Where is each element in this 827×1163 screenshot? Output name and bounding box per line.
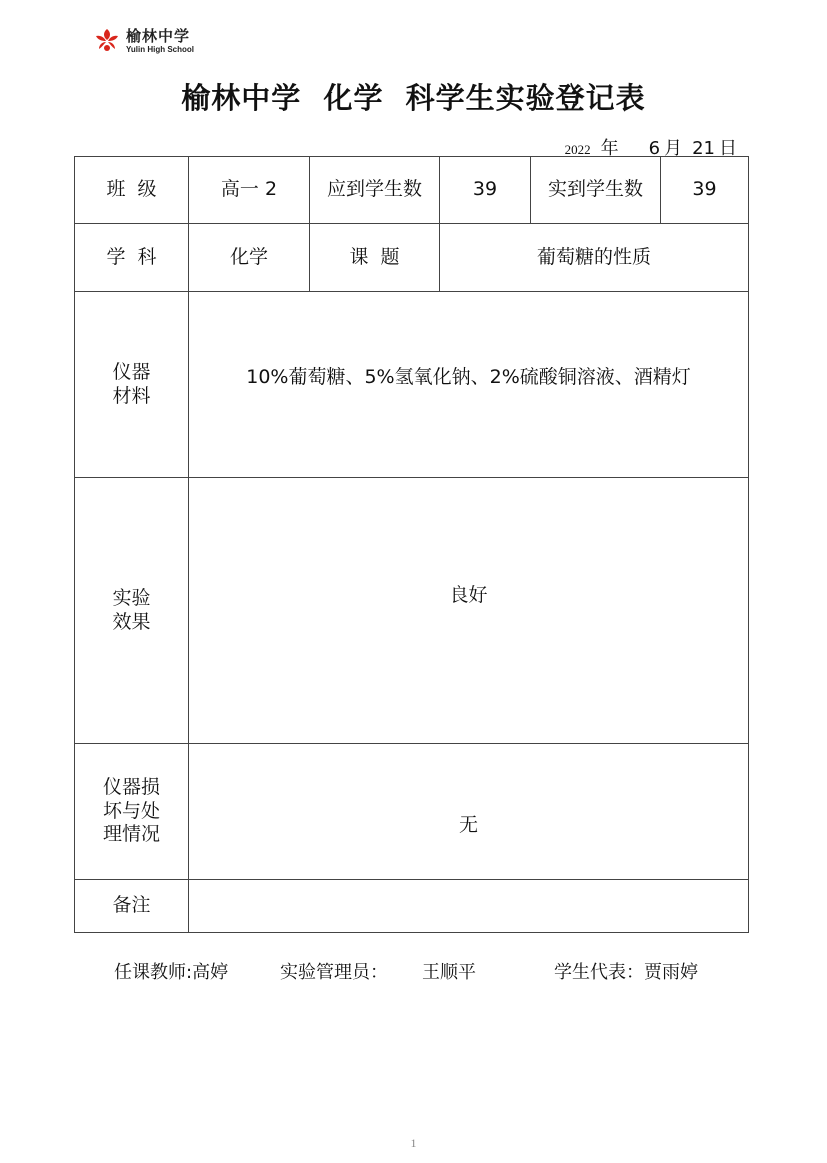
subject-label: 学 科 [75,224,189,292]
damage-label: 仪器损 坏与处 理情况 [75,744,189,880]
table-row [75,157,749,224]
date-month: 6 [648,138,661,159]
lab-admin-label: 实验管理员： [280,962,388,983]
logo-name-cn: 榆林中学 [126,26,191,45]
class-label: 班 级 [75,157,189,224]
table-row [75,744,749,880]
lab-admin-name: 王顺平 [422,962,476,983]
expected-students-value: 39 [440,157,531,224]
remarks-label: 备注 [75,880,189,933]
school-emblem-icon [92,26,122,56]
remarks-value [189,880,749,933]
effect-label: 实验 效果 [75,478,189,744]
page-number: 1 [410,1136,417,1150]
class-value: 高一 2 [189,157,310,224]
expected-students-label: 应到学生数 [310,157,440,224]
student-rep-signature: 学生代表：贾雨婷 [554,962,698,983]
table-row [75,292,749,478]
table-row [75,224,749,292]
topic-value: 葡萄糖的性质 [440,224,749,292]
date-day-unit: 日 [719,138,737,159]
damage-value: 无 [189,744,749,880]
school-logo [92,24,194,58]
teacher-signature: 任课教师:高婷 [114,962,229,983]
registration-table [74,156,749,933]
actual-students-label: 实到学生数 [531,157,661,224]
table-row [75,880,749,933]
materials-value: 10%葡萄糖、5%氢氧化钠、2%硫酸铜溶液、酒精灯 [189,292,749,478]
materials-label: 仪器 材料 [75,292,189,478]
subject-value: 化学 [189,224,310,292]
date-month-unit: 月 [664,138,683,159]
date-year: 2022 [564,142,591,157]
effect-value: 良好 [189,478,749,744]
logo-name-en: Yulin High School [126,44,194,54]
topic-label: 课 题 [310,224,440,292]
page-title: 榆林中学 化学 科学生实验登记表 [181,81,646,115]
table-row [75,478,749,744]
date-year-unit: 年 [600,138,619,159]
actual-students-value: 39 [661,157,749,224]
date-day: 21 [692,138,715,159]
